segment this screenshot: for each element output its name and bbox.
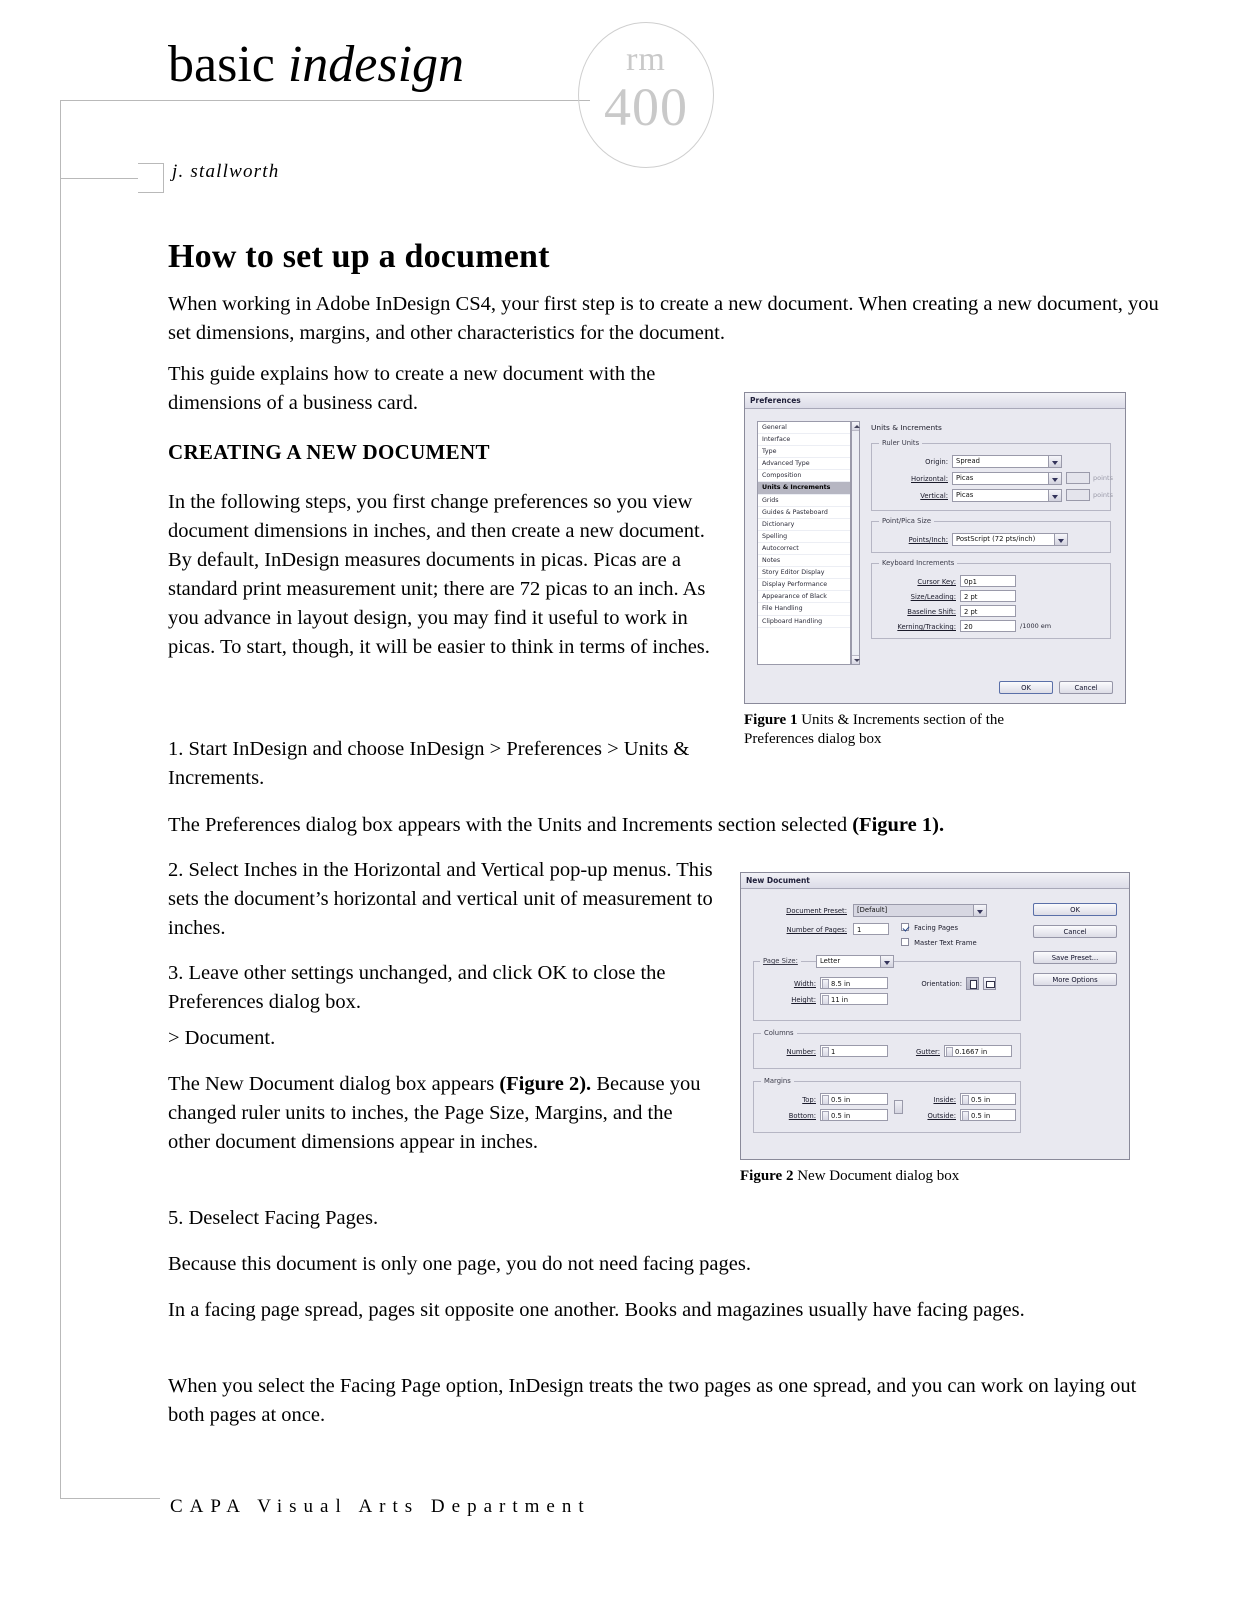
document-preset-label-text: Document Preset: bbox=[786, 907, 847, 915]
facing-pages-checkbox[interactable] bbox=[901, 923, 909, 931]
figure-1-caption-text: Units & Increments section of the Preferences dialog box bbox=[744, 712, 1005, 747]
facing-option-paragraph: When you select the Facing Page option, InDesign treats the two pages as one spread, and you can work on laying out both pages at once. bbox=[168, 1375, 1137, 1426]
category-spelling[interactable]: Spelling bbox=[758, 531, 850, 543]
kerning-tracking-unit: /1000 em bbox=[1020, 622, 1052, 630]
category-story-editor-display[interactable]: Story Editor Display bbox=[758, 567, 850, 579]
horizontal-combo[interactable] bbox=[952, 472, 1062, 485]
size-leading-field[interactable]: 2 pt bbox=[960, 590, 1016, 602]
horizontal-points-field bbox=[1066, 472, 1090, 484]
number-of-pages-label-text: Number of Pages: bbox=[786, 926, 847, 934]
margin-top-label-text: Top: bbox=[802, 1096, 816, 1104]
points-inch-label bbox=[882, 536, 948, 544]
margin-bottom-label bbox=[756, 1112, 816, 1120]
page-size-combo[interactable] bbox=[816, 955, 894, 968]
margin-top-field[interactable] bbox=[820, 1093, 888, 1105]
logo-rm-text: rm bbox=[626, 41, 666, 78]
columns-fieldset bbox=[753, 1029, 1021, 1069]
page-title: How to set up a document bbox=[168, 238, 550, 275]
new-document-body bbox=[741, 889, 1129, 1120]
chevron-down-icon[interactable] bbox=[1048, 473, 1061, 484]
category-notes[interactable]: Notes bbox=[758, 555, 850, 567]
width-value: 8.5 in bbox=[831, 980, 851, 988]
columns-number-label-text: Number: bbox=[786, 1048, 816, 1056]
cursor-key-label-text: Cursor Key: bbox=[917, 578, 956, 586]
category-dictionary[interactable]: Dictionary bbox=[758, 519, 850, 531]
new-document-dialog[interactable] bbox=[740, 872, 1130, 1160]
horizontal-points-unit: points bbox=[1093, 474, 1113, 482]
gutter-value: 0.1667 in bbox=[955, 1048, 988, 1056]
left-vertical-rule bbox=[60, 100, 61, 1498]
category-grids[interactable]: Grids bbox=[758, 495, 850, 507]
document-preset-combo[interactable] bbox=[853, 904, 987, 917]
page-size-legend-text: Page Size: bbox=[763, 957, 798, 965]
after-step-4-text-c: Because you changed ruler units to inches, the Page Size, Margins, and the other document dimensions appear in inches. bbox=[168, 1073, 701, 1153]
margins-fieldset bbox=[753, 1077, 1021, 1133]
page-size-legend bbox=[760, 957, 801, 965]
facing-pages-label: Facing Pages bbox=[914, 924, 959, 932]
margin-bottom-value: 0.5 in bbox=[831, 1112, 851, 1120]
gutter-label-text: Gutter: bbox=[915, 1048, 940, 1056]
height-field[interactable] bbox=[820, 993, 888, 1005]
height-value: 11 in bbox=[831, 996, 849, 1004]
vertical-combo[interactable] bbox=[952, 489, 1062, 502]
figure-1-label: Figure 1 bbox=[744, 712, 798, 728]
chevron-down-icon[interactable] bbox=[880, 956, 893, 967]
after-step-4-paragraph bbox=[168, 1070, 716, 1157]
orientation-portrait-button[interactable] bbox=[966, 977, 979, 990]
origin-value: Spread bbox=[956, 457, 980, 465]
kerning-tracking-label-text: Kerning/Tracking: bbox=[897, 623, 956, 631]
vertical-points-unit: points bbox=[1093, 491, 1113, 499]
category-interface[interactable]: Interface bbox=[758, 434, 850, 446]
figure-2-reference: (Figure 2). bbox=[499, 1073, 592, 1095]
step-2-paragraph: 2. Select Inches in the Horizontal and Vertical pop-up menus. This sets the document’s horizontal and vertical unit of measurement to inches. bbox=[168, 859, 713, 939]
size-leading-label-text: Size/Leading: bbox=[910, 593, 956, 601]
margin-inside-value: 0.5 in bbox=[971, 1096, 991, 1104]
kerning-tracking-label bbox=[874, 623, 956, 631]
preferences-dialog-body bbox=[745, 409, 1125, 692]
vertical-label-text: Vertical: bbox=[920, 492, 948, 500]
keyboard-increments-fieldset bbox=[871, 559, 1111, 639]
margin-top-label bbox=[762, 1096, 816, 1104]
cursor-key-label bbox=[878, 578, 956, 586]
new-document-ok-button[interactable]: OK bbox=[1033, 903, 1117, 916]
origin-label: Origin: bbox=[925, 458, 948, 466]
preferences-dialog-title: Preferences bbox=[750, 396, 801, 405]
horizontal-label bbox=[882, 475, 948, 483]
category-display-performance[interactable]: Display Performance bbox=[758, 579, 850, 591]
step-5-paragraph: 5. Deselect Facing Pages. bbox=[168, 1207, 379, 1229]
points-inch-value: PostScript (72 pts/inch) bbox=[956, 535, 1036, 543]
orientation-label: Orientation: bbox=[921, 980, 962, 988]
baseline-shift-field[interactable]: 2 pt bbox=[960, 605, 1016, 617]
height-label bbox=[764, 996, 816, 1004]
kerning-tracking-field[interactable]: 20 bbox=[960, 620, 1016, 632]
category-type[interactable]: Type bbox=[758, 446, 850, 458]
portrait-page-icon bbox=[970, 980, 977, 989]
gutter-label bbox=[890, 1048, 940, 1056]
preferences-cancel-button[interactable]: Cancel bbox=[1059, 681, 1113, 694]
margin-bottom-field[interactable] bbox=[820, 1109, 888, 1121]
preferences-dialog-titlebar bbox=[745, 393, 1125, 409]
number-of-pages-field[interactable]: 1 bbox=[853, 923, 889, 935]
orientation-landscape-button[interactable] bbox=[983, 977, 996, 990]
margin-outside-field[interactable] bbox=[960, 1109, 1016, 1121]
chevron-down-icon[interactable] bbox=[973, 905, 986, 916]
horizontal-value: Picas bbox=[956, 474, 974, 482]
after-step-4-text-a: The New Document dialog box appears bbox=[168, 1073, 500, 1095]
ruler-units-legend: Ruler Units bbox=[879, 439, 922, 447]
columns-number-value: 1 bbox=[831, 1048, 836, 1056]
master-text-frame-checkbox[interactable] bbox=[901, 938, 909, 946]
after-step-1-paragraph bbox=[168, 811, 1160, 840]
margin-inside-field[interactable] bbox=[960, 1093, 1016, 1105]
footer-rule bbox=[60, 1498, 160, 1499]
more-options-button[interactable]: More Options bbox=[1033, 973, 1117, 986]
chevron-down-icon[interactable] bbox=[1054, 534, 1067, 545]
step-4-paragraph: > Document. bbox=[168, 1027, 276, 1049]
byline-bracket bbox=[138, 163, 164, 193]
figure-2 bbox=[740, 872, 1130, 1186]
master-text-frame-checkbox-row[interactable] bbox=[901, 938, 977, 947]
figure-1 bbox=[744, 392, 1126, 749]
width-label bbox=[764, 980, 816, 988]
step-3-paragraph: 3. Leave other settings unchanged, and click OK to close the Preferences dialog box. bbox=[168, 962, 666, 1013]
new-document-title: New Document bbox=[746, 876, 810, 885]
picas-explanation-paragraph: In the following steps, you first change preferences so you view document dimensions in inches, and then create a new document. By default, InDesign measures documents in picas. Picas are a standard print measurement unit; there are 72 picas to an inch. As you advance in layout design, you may find it useful to work in picas. To start, though, it will be easier to think in terms of inches. bbox=[168, 491, 710, 658]
page-size-value: Letter bbox=[820, 957, 841, 965]
horizontal-label-text: Horizontal: bbox=[911, 475, 948, 483]
byline-connector-rule bbox=[60, 178, 138, 179]
margin-outside-value: 0.5 in bbox=[971, 1112, 991, 1120]
margin-inside-stepper[interactable] bbox=[962, 1095, 969, 1105]
preferences-ok-button[interactable]: OK bbox=[999, 681, 1053, 694]
masthead-title bbox=[168, 34, 464, 96]
point-pica-legend: Point/Pica Size bbox=[879, 517, 934, 525]
figure-2-caption-text: New Document dialog box bbox=[793, 1168, 960, 1184]
margin-inside-label bbox=[906, 1096, 956, 1104]
vertical-points-field bbox=[1066, 489, 1090, 501]
category-appearance-of-black[interactable]: Appearance of Black bbox=[758, 591, 850, 603]
width-stepper[interactable] bbox=[822, 979, 829, 989]
one-page-paragraph: Because this document is only one page, you do not need facing pages. bbox=[168, 1253, 751, 1275]
chevron-down-icon[interactable] bbox=[1048, 456, 1061, 467]
after-step-1-text: The Preferences dialog box appears with the Units and Increments section selected bbox=[168, 814, 853, 836]
figure-2-label: Figure 2 bbox=[740, 1168, 794, 1184]
figure-1-reference: (Figure 1). bbox=[852, 814, 945, 836]
category-clipboard-handling[interactable]: Clipboard Handling bbox=[758, 616, 850, 628]
cursor-key-field[interactable]: 0p1 bbox=[960, 575, 1016, 587]
ruler-units-fieldset bbox=[871, 439, 1113, 511]
masthead-title-roman: basic bbox=[168, 36, 275, 93]
preferences-list-scrollbar[interactable] bbox=[851, 421, 860, 665]
rm400-logo bbox=[578, 22, 714, 168]
columns-legend: Columns bbox=[761, 1029, 797, 1037]
margins-legend: Margins bbox=[761, 1077, 794, 1085]
margin-bottom-label-text: Bottom: bbox=[788, 1112, 816, 1120]
keyboard-increments-legend: Keyboard Increments bbox=[879, 559, 957, 567]
logo-400-text: 400 bbox=[604, 77, 688, 137]
category-autocorrect[interactable]: Autocorrect bbox=[758, 543, 850, 555]
scroll-up-button[interactable] bbox=[852, 422, 859, 431]
master-text-frame-label: Master Text Frame bbox=[914, 939, 977, 947]
facing-spread-paragraph: In a facing page spread, pages sit opposite one another. Books and magazines usually have facing pages. bbox=[168, 1299, 1025, 1321]
width-label-text: Width: bbox=[793, 980, 816, 988]
margin-top-stepper[interactable] bbox=[822, 1095, 829, 1105]
page-size-fieldset bbox=[753, 957, 1021, 1021]
origin-combo[interactable] bbox=[952, 455, 1062, 468]
vertical-label bbox=[882, 492, 948, 500]
author-byline: j. stallworth bbox=[172, 161, 280, 182]
point-pica-size-fieldset bbox=[871, 517, 1111, 553]
document-preset-value: [Default] bbox=[857, 906, 888, 914]
columns-number-field[interactable] bbox=[820, 1045, 888, 1057]
height-label-text: Height: bbox=[791, 996, 816, 1004]
landscape-page-icon bbox=[986, 981, 995, 988]
size-leading-label bbox=[878, 593, 956, 601]
category-composition[interactable]: Composition bbox=[758, 470, 850, 482]
intro-paragraph: When working in Adobe InDesign CS4, your first step is to create a new document. When creating a new document, you set dimensions, margins, and other characteristics for the document. bbox=[168, 293, 1159, 344]
scroll-down-button[interactable] bbox=[852, 655, 859, 664]
columns-number-label bbox=[762, 1048, 816, 1056]
margin-bottom-stepper[interactable] bbox=[822, 1111, 829, 1121]
guide-note-paragraph: This guide explains how to create a new document with the dimensions of a business card. bbox=[168, 363, 656, 414]
masthead-rule bbox=[60, 100, 590, 101]
page-size-legend-label bbox=[763, 957, 798, 965]
facing-pages-checkbox-row[interactable] bbox=[901, 923, 958, 932]
chevron-down-icon[interactable] bbox=[1048, 490, 1061, 501]
vertical-value: Picas bbox=[956, 491, 974, 499]
preferences-category-list[interactable] bbox=[757, 421, 851, 665]
new-document-cancel-button[interactable]: Cancel bbox=[1033, 925, 1117, 938]
section-heading-creating-new-document: CREATING A NEW DOCUMENT bbox=[168, 440, 490, 464]
page-footer: CAPA Visual Arts Department bbox=[170, 1496, 591, 1517]
columns-number-stepper[interactable] bbox=[822, 1047, 829, 1057]
category-file-handling[interactable]: File Handling bbox=[758, 603, 850, 615]
document-preset-label bbox=[751, 907, 847, 915]
figure-1-caption bbox=[744, 711, 1074, 749]
gutter-field[interactable] bbox=[944, 1045, 1012, 1057]
category-units-and-increments[interactable]: Units & Increments bbox=[758, 482, 850, 494]
figure-2-caption bbox=[740, 1167, 1070, 1186]
category-advanced-type[interactable]: Advanced Type bbox=[758, 458, 850, 470]
margin-outside-label bbox=[902, 1112, 956, 1120]
step-1-paragraph: 1. Start InDesign and choose InDesign > Preferences > Units & Increments. bbox=[168, 738, 690, 789]
baseline-shift-label bbox=[878, 608, 956, 616]
gutter-stepper[interactable] bbox=[946, 1047, 953, 1057]
points-inch-combo[interactable] bbox=[952, 533, 1068, 546]
points-inch-label-text: Points/Inch: bbox=[908, 536, 948, 544]
category-guides-and-pasteboard[interactable]: Guides & Pasteboard bbox=[758, 507, 850, 519]
preferences-dialog[interactable] bbox=[744, 392, 1126, 704]
new-document-titlebar bbox=[741, 873, 1129, 889]
category-general[interactable]: General bbox=[758, 422, 850, 434]
height-stepper[interactable] bbox=[822, 995, 829, 1005]
save-preset-button[interactable]: Save Preset... bbox=[1033, 951, 1117, 964]
preferences-panel-heading: Units & Increments bbox=[871, 423, 942, 432]
width-field[interactable] bbox=[820, 977, 888, 989]
margin-top-value: 0.5 in bbox=[831, 1096, 851, 1104]
baseline-shift-label-text: Baseline Shift: bbox=[907, 608, 956, 616]
margin-inside-label-text: Inside: bbox=[933, 1096, 956, 1104]
masthead-title-italic: indesign bbox=[287, 36, 465, 93]
number-of-pages-label bbox=[751, 926, 847, 934]
margin-outside-stepper[interactable] bbox=[962, 1111, 969, 1121]
margin-outside-label-text: Outside: bbox=[927, 1112, 956, 1120]
